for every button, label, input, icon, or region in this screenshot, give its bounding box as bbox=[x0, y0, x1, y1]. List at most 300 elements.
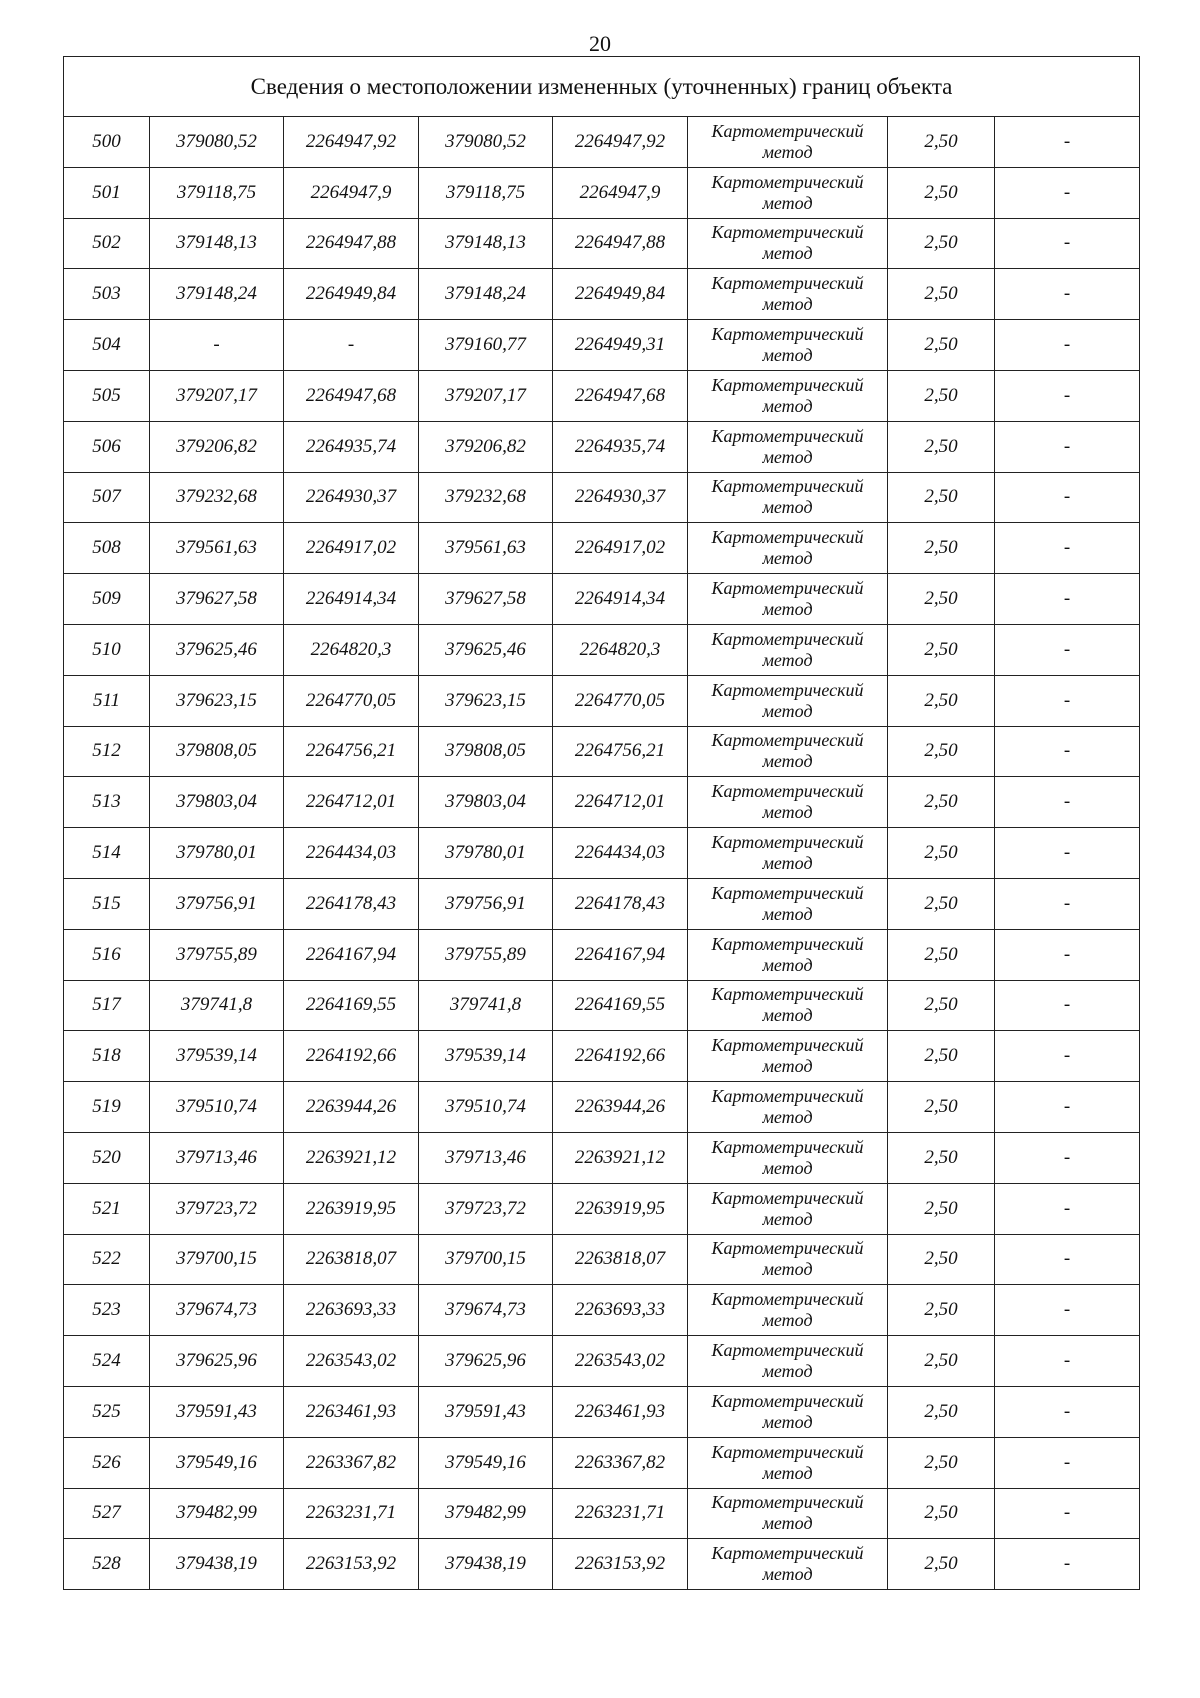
method-cell bbox=[688, 1234, 888, 1285]
point-number-cell: 511 bbox=[64, 675, 150, 726]
existing-x-cell: 379741,8 bbox=[150, 980, 284, 1031]
point-number-cell: 523 bbox=[64, 1285, 150, 1336]
point-number-cell: 515 bbox=[64, 878, 150, 929]
existing-y-cell: 2263153,92 bbox=[284, 1539, 419, 1590]
method-text: метод bbox=[762, 1513, 813, 1534]
point-number-cell: 517 bbox=[64, 980, 150, 1031]
description-cell: - bbox=[995, 421, 1140, 472]
existing-x-cell: 379713,46 bbox=[150, 1132, 284, 1183]
existing-x-cell: 379206,82 bbox=[150, 421, 284, 472]
updated-x-cell: 379627,58 bbox=[419, 574, 553, 625]
existing-x-cell: 379808,05 bbox=[150, 726, 284, 777]
method-text: Картометрический bbox=[711, 1492, 864, 1513]
updated-y-cell: 2264917,02 bbox=[553, 523, 688, 574]
point-number-cell: 502 bbox=[64, 218, 150, 269]
description-cell: - bbox=[995, 1437, 1140, 1488]
point-number-cell: 507 bbox=[64, 472, 150, 523]
table-row bbox=[64, 117, 1140, 168]
table-title: Сведения о местоположении измененных (уточненных) границ объекта bbox=[64, 57, 1140, 117]
description-cell: - bbox=[995, 878, 1140, 929]
point-number-cell: 513 bbox=[64, 777, 150, 828]
existing-x-cell: 379148,13 bbox=[150, 218, 284, 269]
point-number-cell: 528 bbox=[64, 1539, 150, 1590]
method-cell bbox=[688, 1437, 888, 1488]
updated-y-cell: 2264192,66 bbox=[553, 1031, 688, 1082]
existing-y-cell: 2264947,88 bbox=[284, 218, 419, 269]
method-text: Картометрический bbox=[711, 425, 864, 446]
existing-y-cell: 2264949,84 bbox=[284, 269, 419, 320]
accuracy-cell: 2,50 bbox=[888, 1336, 995, 1387]
existing-y-cell: 2264914,34 bbox=[284, 574, 419, 625]
description-cell: - bbox=[995, 1183, 1140, 1234]
point-number-cell: 524 bbox=[64, 1336, 150, 1387]
method-text: метод bbox=[762, 599, 813, 620]
updated-x-cell: 379160,77 bbox=[419, 320, 553, 371]
accuracy-cell: 2,50 bbox=[888, 218, 995, 269]
updated-x-cell: 379148,24 bbox=[419, 269, 553, 320]
accuracy-cell: 2,50 bbox=[888, 1285, 995, 1336]
updated-x-cell: 379713,46 bbox=[419, 1132, 553, 1183]
method-cell bbox=[688, 1132, 888, 1183]
method-cell bbox=[688, 574, 888, 625]
method-text: метод bbox=[762, 1411, 813, 1432]
existing-y-cell: - bbox=[284, 320, 419, 371]
method-text: метод bbox=[762, 1259, 813, 1280]
existing-x-cell: - bbox=[150, 320, 284, 371]
description-cell: - bbox=[995, 269, 1140, 320]
description-cell: - bbox=[995, 523, 1140, 574]
existing-x-cell: 379549,16 bbox=[150, 1437, 284, 1488]
point-number-cell: 503 bbox=[64, 269, 150, 320]
accuracy-cell: 2,50 bbox=[888, 675, 995, 726]
table-row bbox=[64, 320, 1140, 371]
point-number-cell: 520 bbox=[64, 1132, 150, 1183]
updated-y-cell: 2264947,9 bbox=[553, 167, 688, 218]
method-text: метод bbox=[762, 1361, 813, 1382]
existing-y-cell: 2264192,66 bbox=[284, 1031, 419, 1082]
existing-x-cell: 379723,72 bbox=[150, 1183, 284, 1234]
point-number-cell: 525 bbox=[64, 1386, 150, 1437]
updated-y-cell: 2264949,84 bbox=[553, 269, 688, 320]
table-row bbox=[64, 1336, 1140, 1387]
updated-y-cell: 2263818,07 bbox=[553, 1234, 688, 1285]
method-cell bbox=[688, 472, 888, 523]
existing-x-cell: 379482,99 bbox=[150, 1488, 284, 1539]
accuracy-cell: 2,50 bbox=[888, 624, 995, 675]
point-number-cell: 508 bbox=[64, 523, 150, 574]
description-cell: - bbox=[995, 1082, 1140, 1133]
accuracy-cell: 2,50 bbox=[888, 980, 995, 1031]
updated-x-cell: 379625,46 bbox=[419, 624, 553, 675]
accuracy-cell: 2,50 bbox=[888, 523, 995, 574]
table-row bbox=[64, 777, 1140, 828]
description-cell: - bbox=[995, 624, 1140, 675]
description-cell: - bbox=[995, 929, 1140, 980]
updated-x-cell: 379482,99 bbox=[419, 1488, 553, 1539]
page-number: 20 bbox=[589, 31, 611, 56]
method-text: Картометрический bbox=[711, 1086, 864, 1107]
method-cell bbox=[688, 523, 888, 574]
updated-x-cell: 379207,17 bbox=[419, 370, 553, 421]
description-cell: - bbox=[995, 1386, 1140, 1437]
method-text: метод bbox=[762, 294, 813, 315]
method-text: Картометрический bbox=[711, 273, 864, 294]
existing-x-cell: 379623,15 bbox=[150, 675, 284, 726]
updated-y-cell: 2264947,88 bbox=[553, 218, 688, 269]
existing-y-cell: 2263944,26 bbox=[284, 1082, 419, 1133]
description-cell: - bbox=[995, 472, 1140, 523]
table-row bbox=[64, 370, 1140, 421]
point-number-cell: 500 bbox=[64, 117, 150, 168]
existing-y-cell: 2264947,92 bbox=[284, 117, 419, 168]
accuracy-cell: 2,50 bbox=[888, 1031, 995, 1082]
table-row bbox=[64, 1488, 1140, 1539]
existing-x-cell: 379756,91 bbox=[150, 878, 284, 929]
method-text: метод bbox=[762, 446, 813, 467]
method-text: метод bbox=[762, 649, 813, 670]
accuracy-cell: 2,50 bbox=[888, 472, 995, 523]
method-text: Картометрический bbox=[711, 984, 864, 1005]
table-row bbox=[64, 1285, 1140, 1336]
updated-y-cell: 2264930,37 bbox=[553, 472, 688, 523]
point-number-cell: 516 bbox=[64, 929, 150, 980]
existing-y-cell: 2264947,9 bbox=[284, 167, 419, 218]
updated-x-cell: 379148,13 bbox=[419, 218, 553, 269]
method-cell bbox=[688, 117, 888, 168]
updated-x-cell: 379438,19 bbox=[419, 1539, 553, 1590]
accuracy-cell: 2,50 bbox=[888, 726, 995, 777]
updated-x-cell: 379549,16 bbox=[419, 1437, 553, 1488]
method-text: метод bbox=[762, 141, 813, 162]
existing-x-cell: 379118,75 bbox=[150, 167, 284, 218]
method-text: Картометрический bbox=[711, 476, 864, 497]
method-text: Картометрический bbox=[711, 1340, 864, 1361]
method-text: метод bbox=[762, 853, 813, 874]
method-text: метод bbox=[762, 243, 813, 264]
accuracy-cell: 2,50 bbox=[888, 1539, 995, 1590]
description-cell: - bbox=[995, 117, 1140, 168]
method-cell bbox=[688, 624, 888, 675]
updated-x-cell: 379808,05 bbox=[419, 726, 553, 777]
existing-x-cell: 379755,89 bbox=[150, 929, 284, 980]
table-row bbox=[64, 472, 1140, 523]
updated-x-cell: 379510,74 bbox=[419, 1082, 553, 1133]
method-text: Картометрический bbox=[711, 1187, 864, 1208]
table-row bbox=[64, 1183, 1140, 1234]
updated-x-cell: 379623,15 bbox=[419, 675, 553, 726]
existing-x-cell: 379625,46 bbox=[150, 624, 284, 675]
existing-y-cell: 2264917,02 bbox=[284, 523, 419, 574]
existing-x-cell: 379803,04 bbox=[150, 777, 284, 828]
existing-y-cell: 2264178,43 bbox=[284, 878, 419, 929]
method-cell bbox=[688, 421, 888, 472]
table-row bbox=[64, 1031, 1140, 1082]
method-text: Картометрический bbox=[711, 171, 864, 192]
description-cell: - bbox=[995, 1336, 1140, 1387]
existing-y-cell: 2263921,12 bbox=[284, 1132, 419, 1183]
method-cell bbox=[688, 726, 888, 777]
method-text: метод bbox=[762, 1056, 813, 1077]
accuracy-cell: 2,50 bbox=[888, 269, 995, 320]
table-row bbox=[64, 1132, 1140, 1183]
method-text: метод bbox=[762, 1157, 813, 1178]
existing-x-cell: 379591,43 bbox=[150, 1386, 284, 1437]
existing-y-cell: 2263919,95 bbox=[284, 1183, 419, 1234]
accuracy-cell: 2,50 bbox=[888, 878, 995, 929]
accuracy-cell: 2,50 bbox=[888, 574, 995, 625]
existing-y-cell: 2264947,68 bbox=[284, 370, 419, 421]
existing-x-cell: 379207,17 bbox=[150, 370, 284, 421]
updated-y-cell: 2264914,34 bbox=[553, 574, 688, 625]
method-cell bbox=[688, 777, 888, 828]
method-text: Картометрический bbox=[711, 628, 864, 649]
description-cell: - bbox=[995, 1285, 1140, 1336]
updated-x-cell: 379625,96 bbox=[419, 1336, 553, 1387]
accuracy-cell: 2,50 bbox=[888, 117, 995, 168]
accuracy-cell: 2,50 bbox=[888, 1488, 995, 1539]
updated-x-cell: 379674,73 bbox=[419, 1285, 553, 1336]
existing-y-cell: 2264167,94 bbox=[284, 929, 419, 980]
existing-x-cell: 379627,58 bbox=[150, 574, 284, 625]
updated-y-cell: 2264169,55 bbox=[553, 980, 688, 1031]
existing-y-cell: 2264756,21 bbox=[284, 726, 419, 777]
point-number-cell: 505 bbox=[64, 370, 150, 421]
accuracy-cell: 2,50 bbox=[888, 1437, 995, 1488]
method-cell bbox=[688, 1386, 888, 1437]
updated-y-cell: 2264935,74 bbox=[553, 421, 688, 472]
updated-x-cell: 379591,43 bbox=[419, 1386, 553, 1437]
updated-y-cell: 2264434,03 bbox=[553, 828, 688, 879]
method-text: метод bbox=[762, 1005, 813, 1026]
method-cell bbox=[688, 929, 888, 980]
existing-y-cell: 2263543,02 bbox=[284, 1336, 419, 1387]
method-cell bbox=[688, 828, 888, 879]
method-cell bbox=[688, 878, 888, 929]
description-cell: - bbox=[995, 167, 1140, 218]
existing-y-cell: 2263367,82 bbox=[284, 1437, 419, 1488]
table-row bbox=[64, 421, 1140, 472]
method-cell bbox=[688, 1031, 888, 1082]
method-text: Картометрический bbox=[711, 120, 864, 141]
method-text: Картометрический bbox=[711, 1289, 864, 1310]
point-number-cell: 510 bbox=[64, 624, 150, 675]
table-row bbox=[64, 574, 1140, 625]
method-cell bbox=[688, 1539, 888, 1590]
table-row bbox=[64, 980, 1140, 1031]
description-cell: - bbox=[995, 1031, 1140, 1082]
updated-x-cell: 379756,91 bbox=[419, 878, 553, 929]
method-text: метод bbox=[762, 751, 813, 772]
existing-y-cell: 2264169,55 bbox=[284, 980, 419, 1031]
updated-x-cell: 379232,68 bbox=[419, 472, 553, 523]
point-number-cell: 506 bbox=[64, 421, 150, 472]
method-text: Картометрический bbox=[711, 781, 864, 802]
updated-x-cell: 379803,04 bbox=[419, 777, 553, 828]
description-cell: - bbox=[995, 828, 1140, 879]
table-row bbox=[64, 1082, 1140, 1133]
updated-y-cell: 2264712,01 bbox=[553, 777, 688, 828]
updated-x-cell: 379561,63 bbox=[419, 523, 553, 574]
method-text: метод bbox=[762, 345, 813, 366]
description-cell: - bbox=[995, 777, 1140, 828]
method-text: Картометрический bbox=[711, 730, 864, 751]
method-text: Картометрический bbox=[711, 527, 864, 548]
method-cell bbox=[688, 1082, 888, 1133]
description-cell: - bbox=[995, 1234, 1140, 1285]
updated-x-cell: 379539,14 bbox=[419, 1031, 553, 1082]
table-row bbox=[64, 269, 1140, 320]
method-cell bbox=[688, 269, 888, 320]
method-text: метод bbox=[762, 548, 813, 569]
method-text: метод bbox=[762, 1564, 813, 1585]
updated-x-cell: 379780,01 bbox=[419, 828, 553, 879]
method-text: Картометрический bbox=[711, 1238, 864, 1259]
existing-y-cell: 2264930,37 bbox=[284, 472, 419, 523]
existing-y-cell: 2263693,33 bbox=[284, 1285, 419, 1336]
method-text: метод bbox=[762, 1208, 813, 1229]
table-row bbox=[64, 878, 1140, 929]
table-row bbox=[64, 1234, 1140, 1285]
table-row bbox=[64, 218, 1140, 269]
accuracy-cell: 2,50 bbox=[888, 1386, 995, 1437]
description-cell: - bbox=[995, 726, 1140, 777]
method-text: Картометрический bbox=[711, 324, 864, 345]
description-cell: - bbox=[995, 320, 1140, 371]
existing-x-cell: 379148,24 bbox=[150, 269, 284, 320]
description-cell: - bbox=[995, 1539, 1140, 1590]
accuracy-cell: 2,50 bbox=[888, 421, 995, 472]
method-text: Картометрический bbox=[711, 882, 864, 903]
method-text: метод bbox=[762, 903, 813, 924]
table-row bbox=[64, 523, 1140, 574]
accuracy-cell: 2,50 bbox=[888, 777, 995, 828]
updated-x-cell: 379741,8 bbox=[419, 980, 553, 1031]
method-cell bbox=[688, 320, 888, 371]
updated-x-cell: 379080,52 bbox=[419, 117, 553, 168]
description-cell: - bbox=[995, 218, 1140, 269]
existing-y-cell: 2264712,01 bbox=[284, 777, 419, 828]
updated-x-cell: 379723,72 bbox=[419, 1183, 553, 1234]
updated-x-cell: 379700,15 bbox=[419, 1234, 553, 1285]
method-cell bbox=[688, 980, 888, 1031]
existing-x-cell: 379780,01 bbox=[150, 828, 284, 879]
updated-x-cell: 379118,75 bbox=[419, 167, 553, 218]
method-cell bbox=[688, 167, 888, 218]
existing-x-cell: 379674,73 bbox=[150, 1285, 284, 1336]
method-text: Картометрический bbox=[711, 1390, 864, 1411]
method-text: метод bbox=[762, 497, 813, 518]
accuracy-cell: 2,50 bbox=[888, 370, 995, 421]
method-text: Картометрический bbox=[711, 222, 864, 243]
method-text: Картометрический bbox=[711, 1441, 864, 1462]
accuracy-cell: 2,50 bbox=[888, 1183, 995, 1234]
accuracy-cell: 2,50 bbox=[888, 1082, 995, 1133]
table-row bbox=[64, 828, 1140, 879]
updated-y-cell: 2264756,21 bbox=[553, 726, 688, 777]
table-row bbox=[64, 1539, 1140, 1590]
existing-y-cell: 2264820,3 bbox=[284, 624, 419, 675]
updated-y-cell: 2264949,31 bbox=[553, 320, 688, 371]
table-row bbox=[64, 1437, 1140, 1488]
description-cell: - bbox=[995, 574, 1140, 625]
method-text: Картометрический bbox=[711, 1136, 864, 1157]
updated-x-cell: 379755,89 bbox=[419, 929, 553, 980]
updated-y-cell: 2264770,05 bbox=[553, 675, 688, 726]
updated-y-cell: 2264947,92 bbox=[553, 117, 688, 168]
updated-x-cell: 379206,82 bbox=[419, 421, 553, 472]
accuracy-cell: 2,50 bbox=[888, 828, 995, 879]
accuracy-cell: 2,50 bbox=[888, 1234, 995, 1285]
table-row bbox=[64, 726, 1140, 777]
existing-x-cell: 379438,19 bbox=[150, 1539, 284, 1590]
method-cell bbox=[688, 370, 888, 421]
method-text: Картометрический bbox=[711, 679, 864, 700]
updated-y-cell: 2264947,68 bbox=[553, 370, 688, 421]
updated-y-cell: 2263461,93 bbox=[553, 1386, 688, 1437]
method-cell bbox=[688, 1488, 888, 1539]
method-cell bbox=[688, 218, 888, 269]
existing-y-cell: 2264434,03 bbox=[284, 828, 419, 879]
method-text: метод bbox=[762, 954, 813, 975]
updated-y-cell: 2264820,3 bbox=[553, 624, 688, 675]
point-number-cell: 501 bbox=[64, 167, 150, 218]
updated-y-cell: 2263153,92 bbox=[553, 1539, 688, 1590]
point-number-cell: 522 bbox=[64, 1234, 150, 1285]
accuracy-cell: 2,50 bbox=[888, 320, 995, 371]
existing-y-cell: 2264770,05 bbox=[284, 675, 419, 726]
point-number-cell: 521 bbox=[64, 1183, 150, 1234]
description-cell: - bbox=[995, 1488, 1140, 1539]
updated-y-cell: 2263693,33 bbox=[553, 1285, 688, 1336]
method-text: метод bbox=[762, 1107, 813, 1128]
description-cell: - bbox=[995, 370, 1140, 421]
table-row bbox=[64, 675, 1140, 726]
updated-y-cell: 2264167,94 bbox=[553, 929, 688, 980]
table-row bbox=[64, 624, 1140, 675]
updated-y-cell: 2263919,95 bbox=[553, 1183, 688, 1234]
existing-x-cell: 379539,14 bbox=[150, 1031, 284, 1082]
method-text: метод bbox=[762, 1310, 813, 1331]
point-number-cell: 527 bbox=[64, 1488, 150, 1539]
method-cell bbox=[688, 1336, 888, 1387]
boundary-coordinates-table bbox=[63, 56, 1140, 1590]
point-number-cell: 512 bbox=[64, 726, 150, 777]
method-text: метод bbox=[762, 802, 813, 823]
point-number-cell: 509 bbox=[64, 574, 150, 625]
point-number-cell: 514 bbox=[64, 828, 150, 879]
description-cell: - bbox=[995, 980, 1140, 1031]
method-text: Картометрический bbox=[711, 1035, 864, 1056]
existing-x-cell: 379561,63 bbox=[150, 523, 284, 574]
method-text: Картометрический bbox=[711, 578, 864, 599]
method-text: Картометрический bbox=[711, 933, 864, 954]
method-cell bbox=[688, 675, 888, 726]
point-number-cell: 518 bbox=[64, 1031, 150, 1082]
description-cell: - bbox=[995, 675, 1140, 726]
method-text: метод bbox=[762, 395, 813, 416]
existing-x-cell: 379700,15 bbox=[150, 1234, 284, 1285]
updated-y-cell: 2263367,82 bbox=[553, 1437, 688, 1488]
point-number-cell: 526 bbox=[64, 1437, 150, 1488]
existing-y-cell: 2263231,71 bbox=[284, 1488, 419, 1539]
updated-y-cell: 2263944,26 bbox=[553, 1082, 688, 1133]
table-row bbox=[64, 1386, 1140, 1437]
point-number-cell: 504 bbox=[64, 320, 150, 371]
updated-y-cell: 2264178,43 bbox=[553, 878, 688, 929]
table-row bbox=[64, 167, 1140, 218]
accuracy-cell: 2,50 bbox=[888, 167, 995, 218]
method-text: метод bbox=[762, 192, 813, 213]
